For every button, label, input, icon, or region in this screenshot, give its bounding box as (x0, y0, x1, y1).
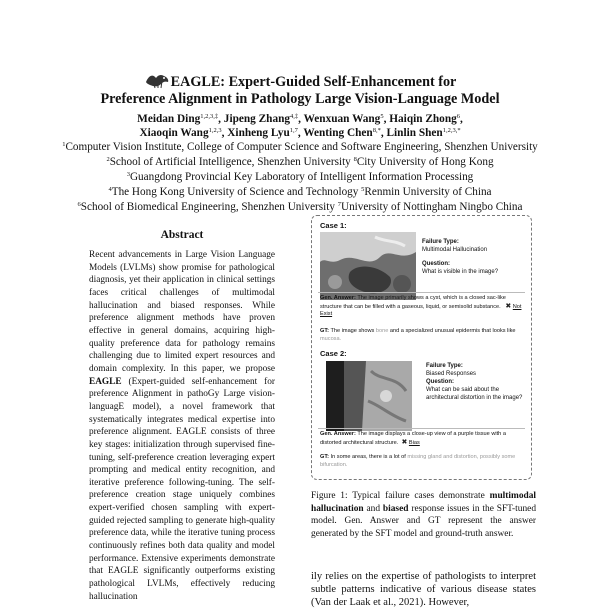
author-name: Wenxuan Wang (303, 113, 381, 125)
author-name: Haiqin Zhong (389, 113, 457, 125)
author-name: Xinheng Lyu (227, 127, 290, 139)
author-name: Xiaoqin Wang (139, 127, 209, 139)
paper-title-line-2: Preference Alignment in Pathology Large Vision-Language Model (100, 91, 500, 107)
authors-line-2: Xiaoqin Wang$^{1,2,3}$, Xinheng Lyu$^{1,7}$, Wenting Chen$^{8,*}$, Linlin Shen$^{1,2,3,*}$ (139, 127, 461, 139)
affiliation-line: $^1$Computer Vision Institute, College of Computer Science and Software Engineering, Shenzhen University (62, 141, 538, 153)
abstract-body: Recent advancements in Large Vision Language Models (LVLMs) show promise for pathological diagnosis, yet their application in clinical settings faces critical challenges of multimodal hallucination and biased responses. While preference alignment methods have proven effective in general domains, acquiring high-quality preference data for pathology remains challenging due to limited expert resources and domain complexity. In this paper, we propose EAGLE (Expert-guided self-enhancement for preference Alignment in pathoGy Large vision-languagE model), a novel framework that systematically integrates medical expertise into preference alignment. EAGLE consists of three key stages: initialization through supervised fine-tuning, self-preference creation leveraging expert prompting and medical entity recognition, and iterative preference following-tuning. The self-preference creation stage uniquely combines expert-verified chosen sampling with expert-guided rejected sampling to generate high-quality preference data, while the iterative tuning process continuously refines both data quality and model performance. Extensive experiments demonstrate that EAGLE significantly outperforms existing pathological LVLMs, effectively reducing hallucination (89, 250, 275, 602)
affiliation-line: $^6$School of Biomedical Engineering, Shenzhen University $^7$University of Nottingham Ningbo China (77, 201, 523, 213)
divider (318, 292, 525, 293)
eagle-logo-icon (144, 72, 170, 89)
case-1-label: Case 1: (320, 221, 347, 230)
authors-line-1: Meidan Ding$^{1,2,3,\ddagger}$, Jipeng Zhang$^{4,\ddagger}$, Wenxuan Wang$^5$, Haiqin Zhong$^6$, (137, 113, 463, 125)
affiliation-line: $^2$School of Artificial Intelligence, Shenzhen University $^8$City University of Hong Kong (106, 156, 494, 168)
case-2-meta: Failure Type: Biased Responses Question: What can be said about the architectural distortion in the image? (426, 363, 523, 401)
figure-1-caption: Figure 1: Typical failure cases demonstrate multimodal hallucination and biased response issues in the SFT-tuned model. Gen. Answer and GT represent the answer generated by the SFT model and ground-truth answer. (311, 491, 537, 540)
divider (318, 428, 525, 429)
case-2-label: Case 2: (320, 349, 347, 358)
x-mark-icon: ✖ (505, 302, 512, 310)
case-2-gen-answer: Gen. Answer: The image displays a close-up view of a purple tissue with a distorted architectural structure. ✖ Bias (320, 431, 506, 446)
author-name: Wenting Chen (303, 127, 373, 139)
author-name: Meidan Ding (137, 113, 201, 125)
author-name: Jipeng Zhang (223, 113, 291, 125)
case-2-gt: GT: In some areas, there is a lot of missing gland and distortion, possibly some bifurcation. (320, 454, 516, 468)
author-name: Linlin Shen (386, 127, 443, 139)
case-1-gen-answer: Gen. Answer: The image primarily shows a cyst, which is a closed sac-like structure that can be filled with a gaseous, liquid, or semisolid substance. ✖ Not Exist (320, 295, 522, 318)
affiliation-line: $^3$Guangdong Provincial Key Laboratory of Intelligent Information Processing (126, 171, 474, 183)
case-1-meta: Failure Type: Multimodal Hallucination Question: What is visible in the image? (422, 239, 499, 275)
case-1-gt: GT: The image shows bone and a specialized unusual epidermis that looks like mucosa. (320, 328, 516, 342)
pathology-image-2 (326, 361, 412, 431)
figure-1-box (311, 215, 532, 480)
abstract-heading: Abstract (160, 229, 204, 241)
paper-title-line-1 (0, 72, 600, 91)
title-text-1: EAGLE: Expert-Guided Self-Enhancement for (170, 74, 457, 90)
pathology-image-1 (320, 232, 416, 300)
body-text-right: ily relies on the expertise of pathologists to interpret subtle patterns indicative of various disease states (Van der Laak et al., 2021). However, (311, 571, 536, 608)
x-mark-icon: ✖ (401, 438, 408, 446)
affiliation-line: $^4$The Hong Kong University of Science and Technology $^5$Renmin University of China (108, 186, 492, 198)
